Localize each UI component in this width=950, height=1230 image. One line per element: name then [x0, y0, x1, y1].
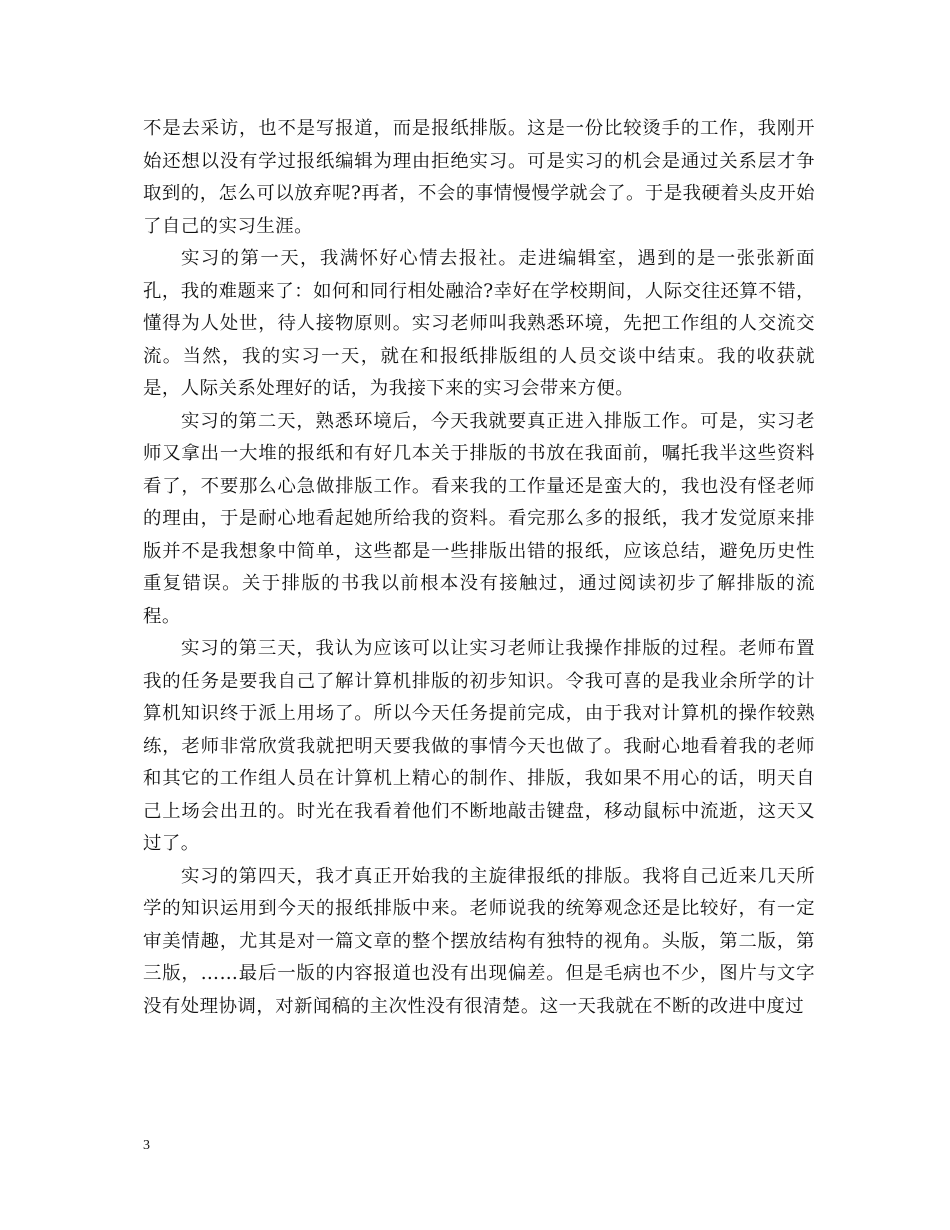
paragraph-3: 实习的第二天，熟悉环境后，今天我就要真正进入排版工作。可是，实习老师又拿出一大堆的报纸和有好几本关于排版的书放在我面前，嘱托我半这些资料看了，不要那么心急做排版工作。看来我的工作量还是蛮大的，我也没有怪老师的理由，于是耐心地看起她所给我的资料。看完那么多的报纸，我才发觉原来排版并不是我想象中简单，这些都是一些排版出错的报纸，应该总结，避免历史性重复错误。关于排版的书我以前根本没有接触过，通过阅读初步了解排版的流程。 — [143, 410, 815, 627]
paragraph-4: 实习的第三天，我认为应该可以让实习老师让我操作排版的过程。老师布置我的任务是要我自己了解计算机排版的初步知识。令我可喜的是我业余所学的计算机知识终于派上用场了。所以今天任务提前完成，由于我对计算机的操作较熟练，老师非常欣赏我就把明天要我做的事情今天也做了。我耐心地看着我的老师和其它的工作组人员在计算机上精心的制作、排版，我如果不用心的话，明天自己上场会出丑的。时光在我看着他们不断地敲击键盘，移动鼠标中流逝，这天又过了。 — [143, 638, 815, 854]
paragraph-5: 实习的第四天，我才真正开始我的主旋律报纸的排版。我将自己近来几天所学的知识运用到今天的报纸排版中来。老师说我的统筹观念还是比较好，有一定审美情趣，尤其是对一篇文章的整个摆放结构有独特的视角。头版，第二版，第三版，……最后一版的内容报道也没有出现偏差。但是毛病也不少，图片与文字没有处理协调，对新闻稿的主次性没有很清楚。这一天我就在不断的改进中度过 — [143, 865, 815, 1017]
paragraph-1: 不是去采访，也不是写报道，而是报纸排版。这是一份比较烫手的工作，我刚开始还想以没有学过报纸编辑为理由拒绝实习。可是实习的机会是通过关系层才争取到的，怎么可以放弃呢?再者，不会的事情慢慢学就会了。于是我硬着头皮开始了自己的实习生涯。 — [143, 118, 815, 237]
document-body — [143, 113, 815, 1023]
paragraph-2: 实习的第一天，我满怀好心情去报社。走进编辑室，遇到的是一张张新面孔，我的难题来了：如何和同行相处融洽?幸好在学校期间，人际交往还算不错，懂得为人处世，待人接物原则。实习老师叫我熟悉环境，先把工作组的人交流交流。当然，我的实习一天，就在和报纸排版组的人员交谈中结束。我的收获就是，人际关系处理好的话，为我接下来的实习会带来方便。 — [143, 248, 815, 399]
page-number: 3 — [143, 1138, 150, 1153]
